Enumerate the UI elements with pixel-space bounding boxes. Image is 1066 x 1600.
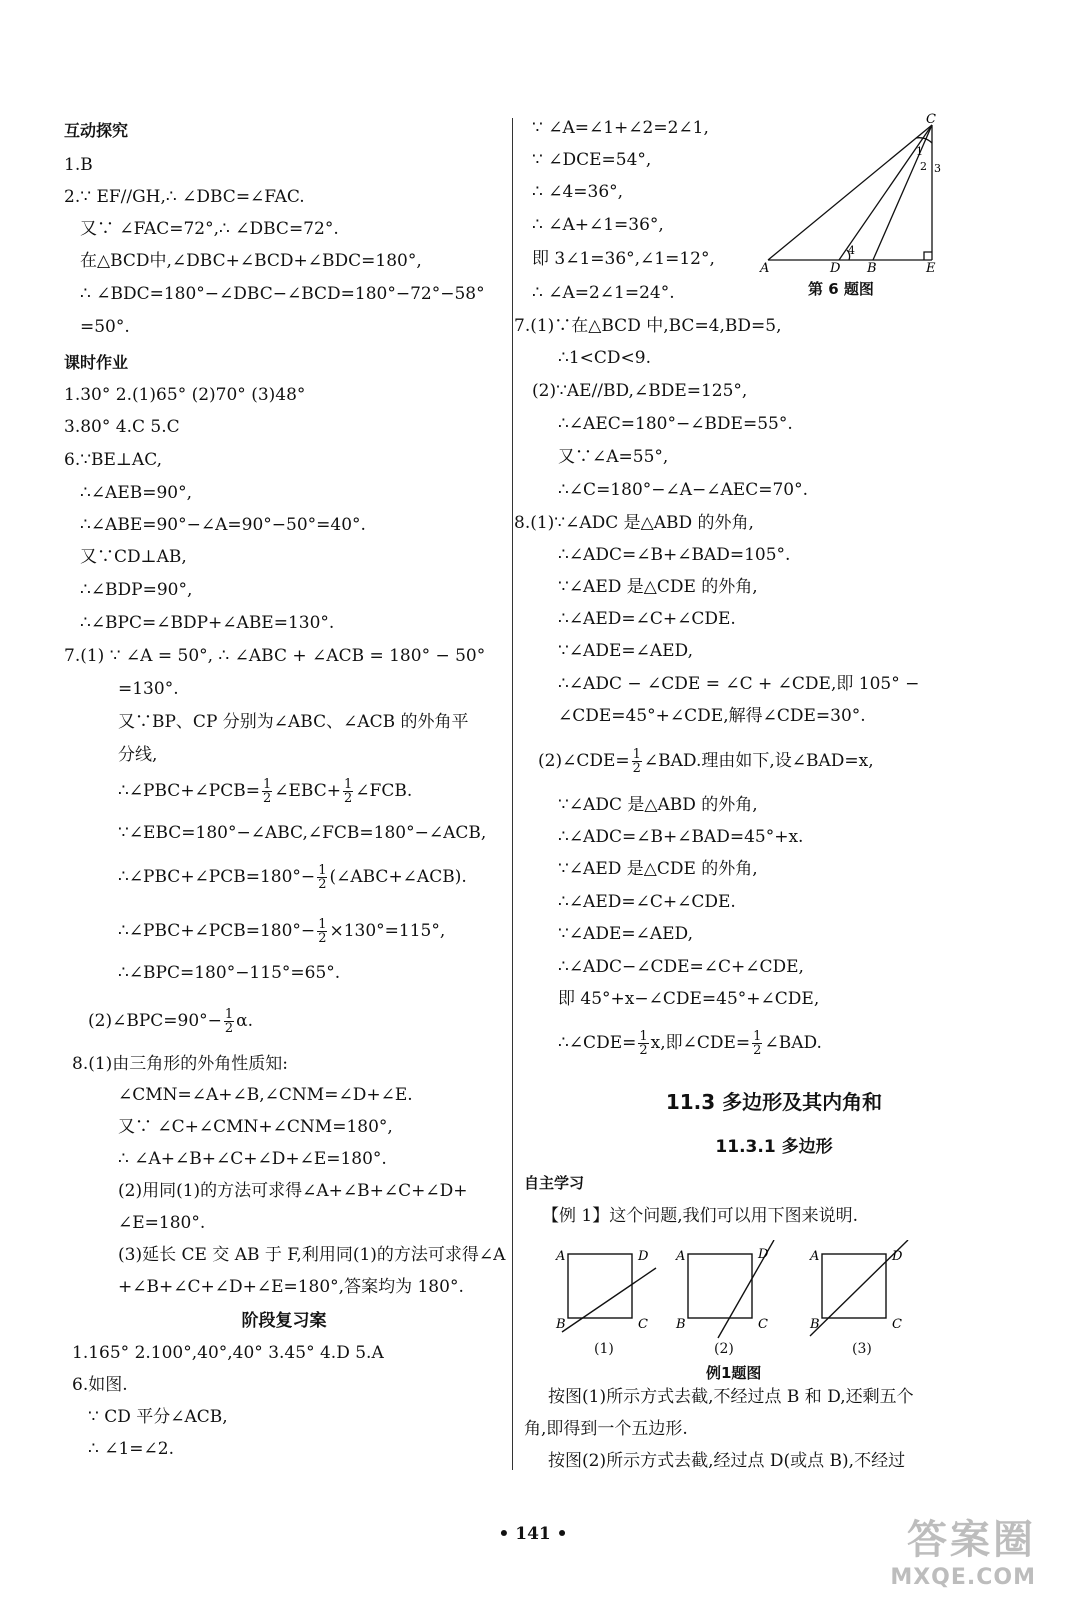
answer-line: ∴1<CD<9. — [558, 348, 651, 368]
answer-line: 又∵CD⊥AB, — [80, 547, 187, 567]
triangle-figure-6 — [756, 110, 956, 275]
answer-line: 1.30° 2.(1)65° (2)70° (3)48° — [64, 385, 306, 405]
fraction-half: $\frac{1}{2}$ — [632, 747, 641, 776]
answer-line: =130°. — [118, 679, 179, 699]
svg-text:B: B — [556, 1317, 566, 1332]
answer-line: ∴ ∠BDC=180°−∠DBC−∠BCD=180°−72°−58° — [80, 284, 485, 304]
answer-line: ∴ ∠A+∠B+∠C+∠D+∠E=180°. — [118, 1149, 387, 1169]
formula-line: ∴∠PBC+∠PCB=180°− $\frac{1}{2}$ ×130°=115°, — [118, 917, 446, 946]
fraction-half: $\frac{1}{2}$ — [263, 777, 272, 806]
answer-line: 又∵ ∠FAC=72°,∴ ∠DBC=72°. — [80, 219, 339, 239]
answer-line: ∵∠AED 是△CDE 的外角, — [558, 859, 758, 879]
answer-line: 8.(1)由三角形的外角性质知: — [72, 1054, 289, 1074]
heading-jieduan: 阶段复习案 — [241, 1311, 327, 1331]
figure-label-1: (1) — [594, 1341, 614, 1357]
answer-line: 又∵ ∠C+∠CMN+∠CNM=180°, — [118, 1117, 393, 1137]
answer-line: 7.(1) ∵ ∠A = 50°, ∴ ∠ABC + ∠ACB = 180° − 50° — [64, 646, 486, 666]
example-intro: 【例 1】这个问题,我们可以用下图来说明. — [542, 1206, 859, 1226]
answer-line: 6.如图. — [72, 1375, 128, 1395]
svg-text:3: 3 — [934, 162, 941, 175]
answer-line: +∠B+∠C+∠D+∠E=180°,答案均为 180°. — [118, 1277, 464, 1297]
fraction-half: $\frac{1}{2}$ — [318, 863, 327, 892]
heading-hudong: 互动探究 — [64, 121, 129, 140]
fraction-half: $\frac{1}{2}$ — [639, 1029, 648, 1058]
svg-text:A: A — [556, 1249, 566, 1264]
answer-line: ∴∠C=180°−∠A−∠AEC=70°. — [558, 480, 808, 500]
answer-line: 3.80° 4.C 5.C — [64, 417, 180, 437]
answer-line: ∵∠EBC=180°−∠ABC,∠FCB=180°−∠ACB, — [118, 823, 487, 843]
heading-keshi: 课时作业 — [64, 353, 129, 372]
figure-label-3: (3) — [852, 1341, 872, 1357]
answer-line: ∴ ∠1=∠2. — [88, 1439, 174, 1459]
column-divider — [512, 118, 513, 1470]
figure-6-caption: 第 6 题图 — [808, 280, 874, 298]
answer-line: ∴∠BPC=180°−115°=65°. — [118, 963, 341, 983]
answer-line: ∠CDE=45°+∠CDE,解得∠CDE=30°. — [558, 706, 866, 726]
answer-line: ∴∠BPC=∠BDP+∠ABE=130°. — [80, 613, 335, 633]
answer-line: 6.∵BE⊥AC, — [64, 450, 163, 470]
svg-text:C: C — [758, 1317, 768, 1332]
svg-text:C: C — [638, 1317, 648, 1332]
svg-text:C: C — [926, 112, 936, 127]
answer-line: ∴ ∠A=2∠1=24°. — [532, 283, 675, 303]
answer-line: 又∵∠A=55°, — [558, 447, 669, 467]
answer-line: ∴∠ABE=90°−∠A=90°−50°=40°. — [80, 515, 366, 535]
answer-line: 在△BCD中,∠DBC+∠BCD+∠BDC=180°, — [80, 251, 422, 271]
formula-line: ∴∠CDE= $\frac{1}{2}$ x,即∠CDE= $\frac{1}{2}$ ∠BAD. — [558, 1029, 822, 1058]
example-1-caption: 例1题图 — [706, 1364, 762, 1382]
answer-line: 8.(1)∵∠ADC 是△ABD 的外角, — [514, 513, 754, 533]
figure-label-2: (2) — [714, 1341, 734, 1357]
subsection-title: 11.3.1 多边形 — [715, 1137, 833, 1157]
formula-line: ∴∠PBC+∠PCB= $\frac{1}{2}$ ∠EBC+ $\frac{1}{2}$ ∠FCB. — [118, 777, 413, 806]
section-title: 11.3 多边形及其内角和 — [665, 1090, 883, 1114]
answer-line: ∵ ∠A=∠1+∠2=2∠1, — [532, 118, 709, 138]
svg-text:A: A — [760, 261, 770, 275]
svg-text:E: E — [926, 261, 936, 275]
answer-line: 1.B — [64, 155, 93, 175]
answer-line: ∴∠ADC=∠B+∠BAD=105°. — [558, 545, 791, 565]
answer-line: ∴∠ADC=∠B+∠BAD=45°+x. — [558, 827, 804, 847]
formula-line: ∴∠PBC+∠PCB=180°− $\frac{1}{2}$ (∠ABC+∠ACB). — [118, 863, 467, 892]
answer-line: ∠E=180°. — [118, 1213, 206, 1233]
answer-line: ∴ ∠4=36°, — [532, 182, 624, 202]
answer-line: ∴∠ADC−∠CDE=∠C+∠CDE, — [558, 957, 804, 977]
answer-line: ∴∠ADC − ∠CDE = ∠C + ∠CDE,即 105° − — [558, 674, 920, 694]
answer-line: (2)∵AE//BD,∠BDE=125°, — [532, 381, 748, 401]
svg-text:2: 2 — [920, 160, 927, 173]
answer-line: ∵∠AED 是△CDE 的外角, — [558, 577, 758, 597]
svg-text:D: D — [638, 1249, 649, 1264]
paragraph-line: 按图(1)所示方式去截,不经过点 B 和 D,还剩五个 — [548, 1387, 914, 1407]
fraction-half: $\frac{1}{2}$ — [318, 917, 327, 946]
svg-text:4: 4 — [848, 244, 855, 257]
svg-text:C: C — [892, 1317, 902, 1332]
answer-line: ∴∠AEC=180°−∠BDE=55°. — [558, 414, 793, 434]
svg-text:B: B — [676, 1317, 686, 1332]
fraction-half: $\frac{1}{2}$ — [224, 1007, 234, 1036]
fraction-half: $\frac{1}{2}$ — [344, 777, 353, 806]
formula-line: (2)∠CDE= $\frac{1}{2}$ ∠BAD.理由如下,设∠BAD=x, — [538, 747, 874, 776]
answer-line: 7.(1)∵在△BCD 中,BC=4,BD=5, — [514, 316, 782, 336]
answer-line: =50°. — [80, 317, 130, 337]
paragraph-line: 按图(2)所示方式去截,经过点 D(或点 B),不经过 — [548, 1451, 906, 1471]
answer-line: ∵ ∠DCE=54°, — [532, 150, 652, 170]
answer-line: 分线, — [118, 745, 158, 765]
answer-line: ∴∠AED=∠C+∠CDE. — [558, 892, 736, 912]
answer-line: ∴∠AEB=90°, — [80, 483, 193, 503]
answer-line: ∵∠ADE=∠AED, — [558, 641, 693, 661]
fraction-half: $\frac{1}{2}$ — [753, 1029, 762, 1058]
formula-line: (2)∠BPC=90°− $\frac{1}{2}$ α. — [88, 1007, 254, 1036]
svg-text:D: D — [892, 1249, 903, 1264]
answer-line: ∴∠AED=∠C+∠CDE. — [558, 609, 736, 629]
watermark-logo: 答案圈 MXQE.COM — [890, 1517, 1036, 1590]
answer-line: ∠CMN=∠A+∠B,∠CNM=∠D+∠E. — [118, 1085, 413, 1105]
svg-text:D: D — [830, 261, 841, 275]
answer-line: (3)延长 CE 交 AB 于 F,利用同(1)的方法可求得∠A — [118, 1245, 506, 1265]
answer-line: ∴∠BDP=90°, — [80, 580, 193, 600]
heading-zizhu: 自主学习 — [524, 1174, 585, 1192]
paragraph-line: 角,即得到一个五边形. — [524, 1419, 688, 1439]
answer-line: 即 3∠1=36°,∠1=12°, — [532, 249, 715, 269]
answer-line: 2.∵ EF//GH,∴ ∠DBC=∠FAC. — [64, 187, 305, 207]
svg-text:A: A — [676, 1249, 686, 1264]
answer-line: 又∵BP、CP 分别为∠ABC、∠ACB 的外角平 — [118, 712, 469, 732]
answer-line: ∴ ∠A+∠1=36°, — [532, 215, 664, 235]
answer-line: ∵ CD 平分∠ACB, — [88, 1407, 228, 1427]
svg-text:D: D — [758, 1247, 769, 1262]
answer-line: 即 45°+x−∠CDE=45°+∠CDE, — [558, 989, 820, 1009]
answer-line: (2)用同(1)的方法可求得∠A+∠B+∠C+∠D+ — [118, 1181, 468, 1201]
svg-text:B: B — [867, 261, 877, 275]
svg-text:A: A — [810, 1249, 820, 1264]
svg-text:B: B — [810, 1317, 820, 1332]
answer-line: ∵∠ADE=∠AED, — [558, 924, 693, 944]
answer-line: 1.165° 2.100°,40°,40° 3.45° 4.D 5.A — [72, 1343, 384, 1363]
page-number: • 141 • — [498, 1524, 568, 1544]
svg-text:1: 1 — [916, 145, 923, 158]
answer-line: ∵∠ADC 是△ABD 的外角, — [558, 795, 758, 815]
